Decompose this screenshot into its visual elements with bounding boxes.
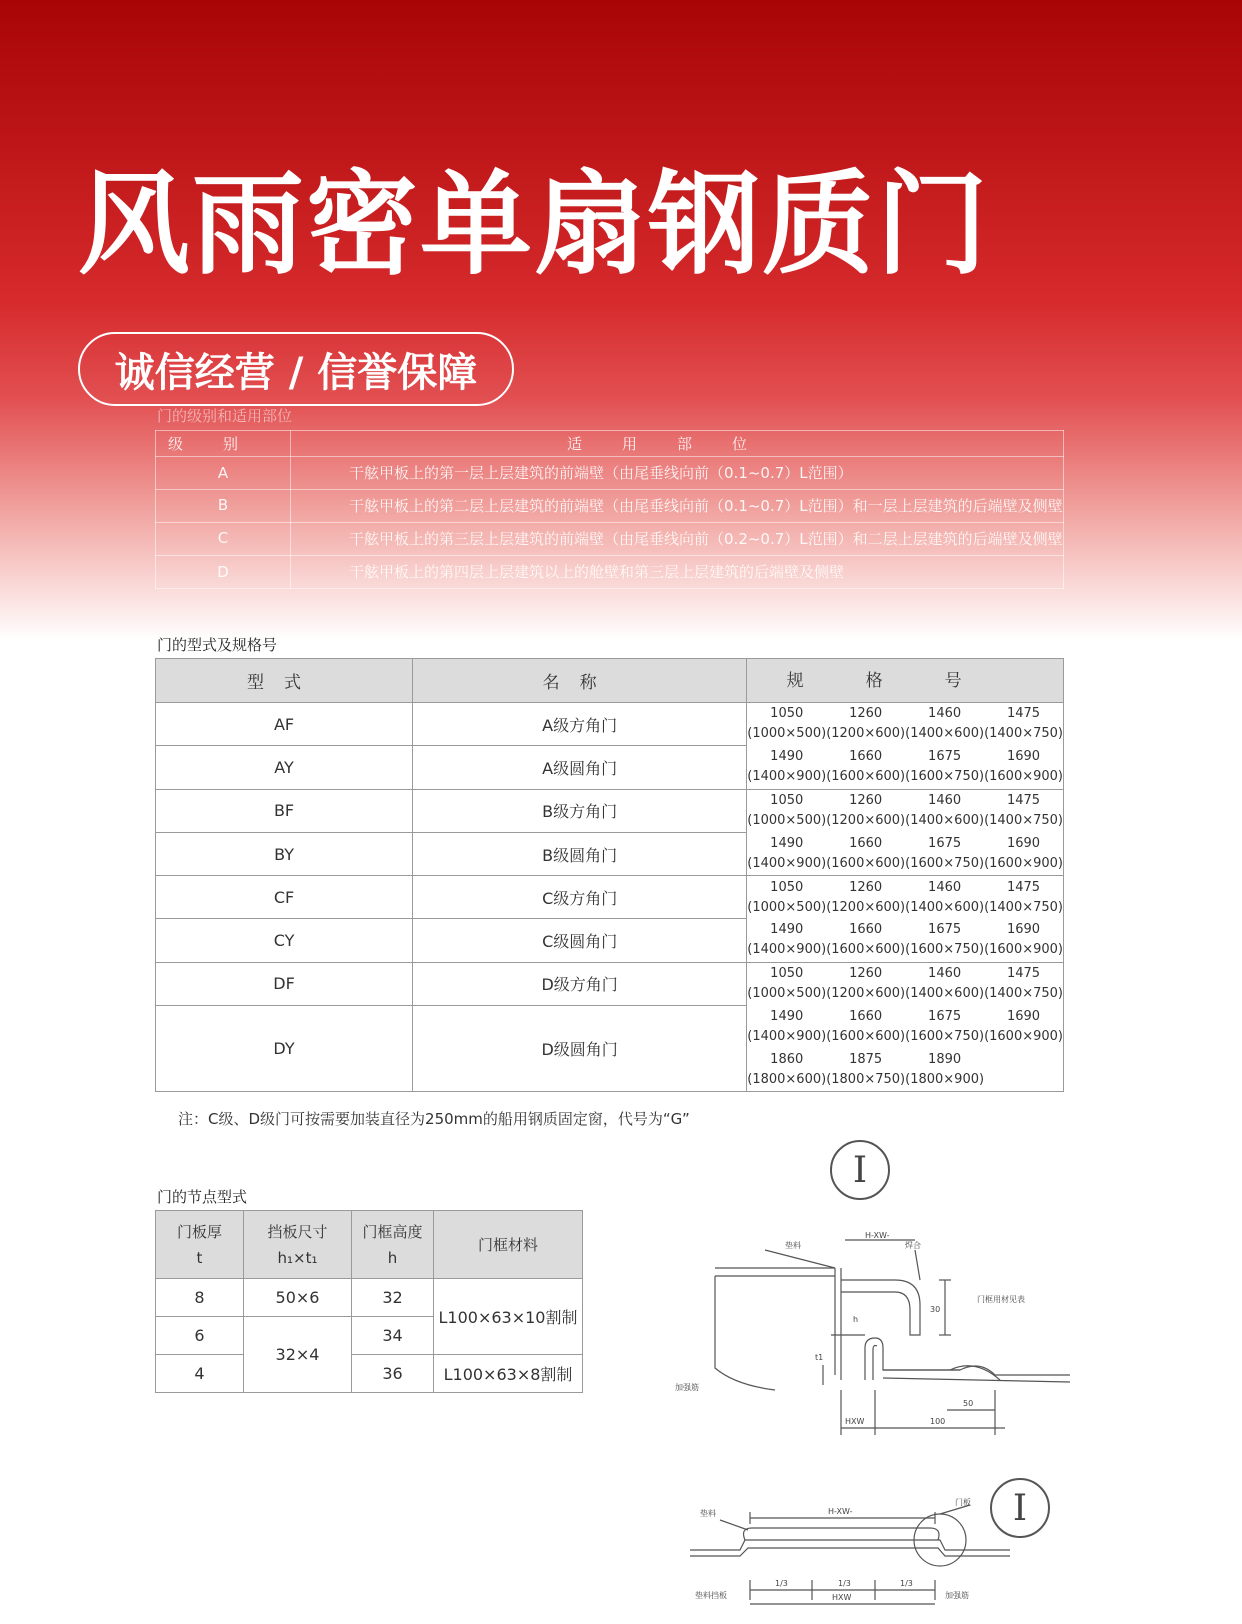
spec-size: (1600×600) — [826, 942, 906, 958]
door-elevation-drawing — [680, 1500, 1020, 1615]
dim-100-label: 100 — [930, 1417, 946, 1426]
spec-item — [984, 920, 1063, 960]
spec-size: (1800×600) — [747, 1071, 827, 1087]
table-row — [156, 457, 1064, 490]
table-row — [156, 1355, 583, 1393]
spec-size: (1800×750) — [826, 1071, 906, 1087]
spec-size: (1400×900) — [747, 855, 827, 871]
spec-size: (1400×900) — [747, 942, 827, 958]
stiffener-label-2: 加强筋 — [945, 1591, 969, 1600]
name-cell: C级方角门 — [413, 876, 747, 919]
spec-item — [905, 878, 984, 918]
usage-header: 适用部位 — [291, 431, 1064, 457]
note-text: 注：C级、D级门可按需要加装直径为250mm的船用钢质固定窗，代号为“G” — [178, 1110, 690, 1128]
spec-item — [905, 704, 984, 744]
name-header: 名称 — [413, 659, 747, 703]
spec-size: (1600×750) — [905, 855, 985, 871]
spec-code: 1490 — [770, 749, 804, 765]
hxw-label: HXW — [845, 1417, 865, 1426]
dim-30-label: 30 — [930, 1305, 941, 1314]
dim-h-label: h — [853, 1315, 859, 1324]
type-cell: DF — [156, 962, 413, 1005]
type-table — [155, 658, 1064, 1092]
spec-code: 1460 — [928, 706, 962, 722]
name-cell: D级圆角门 — [413, 1005, 747, 1091]
frame-height-cell: 34 — [352, 1317, 434, 1355]
spec-size: (1400×750) — [984, 986, 1063, 1002]
spec-code: 1460 — [928, 966, 962, 982]
name-cell: A级方角门 — [413, 703, 747, 746]
frame-material-cell: L100×63×10割制 — [434, 1279, 583, 1355]
spec-size: (1000×500) — [747, 986, 827, 1002]
gasket-strip-label: 垫料挡板 — [695, 1591, 727, 1600]
spec-item — [984, 1007, 1063, 1047]
table-row — [156, 703, 1064, 746]
spec-code: 1260 — [849, 879, 883, 895]
spec-item — [826, 834, 905, 874]
spec-header: 规格号 — [747, 659, 1064, 703]
spec-code: 1660 — [849, 835, 883, 851]
spec-row — [747, 832, 1063, 875]
name-cell: C级圆角门 — [413, 919, 747, 962]
spec-item — [747, 791, 826, 831]
spec-size: (1600×750) — [905, 769, 985, 785]
spec-size: (1600×900) — [984, 1028, 1063, 1044]
spec-size: (1400×750) — [984, 899, 1063, 915]
weld-label: 焊合 — [905, 1241, 921, 1250]
spec-cell — [747, 703, 1064, 790]
spec-row — [747, 876, 1063, 919]
spec-size: (1400×750) — [984, 812, 1063, 828]
type-cell: AF — [156, 703, 413, 746]
gasket-label: 垫料 — [785, 1241, 801, 1250]
thickness-cell: 8 — [156, 1279, 244, 1317]
spec-code: 1475 — [1006, 966, 1041, 982]
type-cell: CF — [156, 876, 413, 919]
table-row — [156, 789, 1064, 832]
spec-size: (1400×900) — [747, 1028, 827, 1044]
spec-item — [747, 834, 826, 874]
grade-header: 级别 — [156, 431, 291, 457]
spec-code: 1050 — [770, 966, 804, 982]
type-table-caption: 门的型式及规格号 — [157, 636, 278, 654]
spec-item — [905, 834, 984, 874]
name-cell: D级方角门 — [413, 962, 747, 1005]
spec-row — [747, 919, 1063, 962]
spec-row — [747, 703, 1063, 746]
spec-size: (1600×900) — [984, 769, 1063, 785]
table-row — [156, 962, 1064, 1005]
spec-size: (1600×600) — [826, 855, 906, 871]
spec-size: (1000×500) — [747, 812, 827, 828]
spec-row — [747, 1006, 1063, 1049]
spec-item — [826, 964, 905, 1004]
type-cell: BF — [156, 789, 413, 832]
spec-code: 1890 — [928, 1051, 962, 1067]
spec-code: 1675 — [928, 835, 962, 851]
spec-code: 1875 — [849, 1051, 883, 1067]
baffle-cell: 32×4 — [244, 1317, 352, 1393]
frame-material-header: 门框材料 — [434, 1211, 583, 1279]
grade-table — [155, 430, 1064, 589]
spec-size: (1400×600) — [905, 812, 985, 828]
spec-item — [826, 1050, 905, 1090]
spec-cell — [747, 876, 1064, 963]
grade-cell: B — [156, 490, 291, 523]
spec-item — [984, 747, 1063, 787]
spec-row — [747, 1048, 1063, 1091]
grade-cell: C — [156, 523, 291, 556]
spec-item — [826, 1007, 905, 1047]
baffle-header: 挡板尺寸 h₁×t₁ — [244, 1211, 352, 1279]
grade-table-caption: 门的级别和适用部位 — [157, 407, 293, 425]
spec-code: 1690 — [1006, 922, 1041, 938]
frame-height-cell: 36 — [352, 1355, 434, 1393]
usage-cell: 干舷甲板上的第一层上层建筑的前端壁（由尾垂线向前（0.1~0.7）L范围） — [291, 457, 1064, 490]
type-cell: BY — [156, 832, 413, 875]
spec-item — [905, 920, 984, 960]
name-cell: B级圆角门 — [413, 832, 747, 875]
spec-item — [905, 1050, 984, 1090]
thickness-header: 门板厚 t — [156, 1211, 244, 1279]
spec-size: (1600×600) — [826, 1028, 906, 1044]
spec-code: 1675 — [928, 922, 962, 938]
spec-size: (1200×600) — [826, 812, 906, 828]
spec-code: 1260 — [849, 966, 883, 982]
spec-item — [984, 704, 1063, 744]
dim-t1-label: t1 — [815, 1353, 824, 1362]
node-table-caption: 门的节点型式 — [157, 1188, 248, 1206]
spec-code: 1050 — [770, 706, 804, 722]
spec-item — [747, 964, 826, 1004]
spec-code: 1675 — [928, 1008, 962, 1024]
spec-size: (1600×900) — [984, 942, 1063, 958]
spec-size: (1600×900) — [984, 855, 1063, 871]
third-label-1: 1/3 — [775, 1579, 788, 1588]
spec-code: 1675 — [928, 749, 962, 765]
hxw-label-2: HXW — [832, 1593, 852, 1602]
spec-size: (1400×600) — [905, 726, 985, 742]
spec-size: (1400×900) — [747, 769, 827, 785]
detail-marker: I — [830, 1140, 890, 1200]
type-cell: CY — [156, 919, 413, 962]
spec-row — [747, 746, 1063, 789]
page-title: 风雨密单扇钢质门 — [78, 160, 990, 290]
spec-item — [984, 878, 1063, 918]
spec-item — [984, 791, 1063, 831]
detail-marker-bottom: I — [990, 1478, 1050, 1538]
spec-code: 1475 — [1006, 792, 1041, 808]
spec-size: (1200×600) — [826, 986, 906, 1002]
spec-size: (1400×600) — [905, 899, 985, 915]
spec-size: (1200×600) — [826, 726, 906, 742]
spec-item — [826, 747, 905, 787]
spec-code: 1050 — [770, 879, 804, 895]
frame-height-header: 门框高度 h — [352, 1211, 434, 1279]
thickness-cell: 4 — [156, 1355, 244, 1393]
spec-code: 1260 — [849, 706, 883, 722]
spec-item — [826, 878, 905, 918]
usage-cell: 干舷甲板上的第二层上层建筑的前端壁（由尾垂线向前（0.1~0.7）L范围）和一层上层建筑的后端壁及侧壁 — [291, 490, 1064, 523]
table-row — [156, 523, 1064, 556]
type-cell: AY — [156, 746, 413, 789]
node-table — [155, 1210, 583, 1393]
spec-size: (1400×600) — [905, 986, 985, 1002]
third-label-2: 1/3 — [838, 1579, 851, 1588]
spec-code: 1490 — [770, 835, 804, 851]
spec-item — [747, 878, 826, 918]
spec-item — [984, 834, 1063, 874]
stiffener-label: 加强筋 — [675, 1383, 699, 1392]
door-frame-section-drawing — [675, 1231, 1075, 1440]
spec-row — [747, 790, 1063, 833]
third-label-3: 1/3 — [900, 1579, 913, 1588]
spec-item — [905, 747, 984, 787]
spec-size: (1600×600) — [826, 769, 906, 785]
spec-size: (1400×750) — [984, 726, 1063, 742]
usage-cell: 干舷甲板上的第三层上层建筑的前端壁（由尾垂线向前（0.2~0.7）L范围）和二层上层建筑的后端壁及侧壁 — [291, 523, 1064, 556]
slogan-badge: 诚信经营 / 信誉保障 — [78, 332, 514, 406]
spec-item — [905, 1007, 984, 1047]
spec-code: 1050 — [770, 792, 804, 808]
spec-size: (1600×750) — [905, 942, 985, 958]
table-row — [156, 1279, 583, 1317]
spec-item — [826, 920, 905, 960]
name-cell: A级圆角门 — [413, 746, 747, 789]
thickness-cell: 6 — [156, 1317, 244, 1355]
gasket-label-2: 垫料 — [700, 1509, 716, 1518]
spec-code: 1475 — [1006, 706, 1041, 722]
grade-cell: D — [156, 556, 291, 589]
spec-cell — [747, 789, 1064, 876]
table-row — [156, 490, 1064, 523]
table-row — [156, 876, 1064, 919]
spec-item — [747, 1007, 826, 1047]
spec-code: 1490 — [770, 922, 804, 938]
spec-item — [747, 704, 826, 744]
spec-code: 1660 — [849, 1008, 883, 1024]
spec-code: 1460 — [928, 792, 962, 808]
frame-note-label: 门框用材见表 — [977, 1295, 1025, 1304]
spec-item — [826, 704, 905, 744]
spec-size: (1200×600) — [826, 899, 906, 915]
spec-item — [747, 747, 826, 787]
spec-item — [905, 964, 984, 1004]
spec-code: 1860 — [770, 1051, 804, 1067]
spec-code: 1660 — [849, 922, 883, 938]
spec-cell — [747, 962, 1064, 1091]
spec-item — [905, 791, 984, 831]
spec-item — [826, 791, 905, 831]
spec-item — [747, 1050, 826, 1090]
baffle-cell: 50×6 — [244, 1279, 352, 1317]
spec-size: (1000×500) — [747, 726, 827, 742]
spec-size: (1800×900) — [905, 1071, 985, 1087]
spec-item — [984, 964, 1063, 1004]
spec-code: 1690 — [1006, 835, 1041, 851]
type-header: 型式 — [156, 659, 413, 703]
frame-material-cell: L100×63×8割制 — [434, 1355, 583, 1393]
spec-item — [747, 920, 826, 960]
spec-code: 1460 — [928, 879, 962, 895]
table-row — [156, 556, 1064, 589]
spec-code: 1475 — [1006, 879, 1041, 895]
spec-code: 1490 — [770, 1008, 804, 1024]
dim-50-label: 50 — [963, 1399, 974, 1408]
hxw-top-label: H-XW- — [865, 1231, 890, 1240]
spec-code: 1690 — [1006, 749, 1041, 765]
spec-row — [747, 963, 1063, 1006]
spec-code: 1260 — [849, 792, 883, 808]
usage-cell: 干舷甲板上的第四层上层建筑以上的舱壁和第三层上层建筑的后端壁及侧壁 — [291, 556, 1064, 589]
frame-height-cell: 32 — [352, 1279, 434, 1317]
door-panel-label: 门板 — [955, 1498, 971, 1507]
grade-cell: A — [156, 457, 291, 490]
type-cell: DY — [156, 1005, 413, 1091]
name-cell: B级方角门 — [413, 789, 747, 832]
spec-size: (1600×750) — [905, 1028, 985, 1044]
spec-size: (1000×500) — [747, 899, 827, 915]
spec-code: 1690 — [1006, 1008, 1041, 1024]
hxw-top-label-2: H-XW- — [828, 1507, 853, 1516]
spec-code: 1660 — [849, 749, 883, 765]
